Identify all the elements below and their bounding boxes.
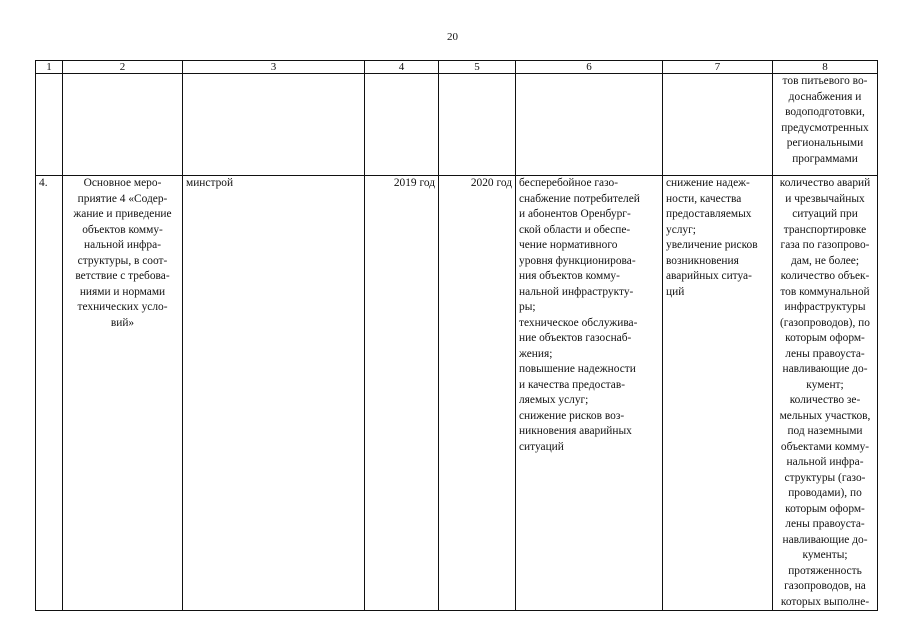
text-line: дам, не более; [790,254,860,267]
text-line: повышение надежности [519,363,636,375]
text-line: предоставляемых [666,208,752,220]
text-line: жения; [519,347,553,360]
text-line: возникновения [666,254,739,267]
text-line: ния объектов комму- [519,270,620,282]
text-line: аварийных ситуа- [666,270,752,282]
text-line: бесперебойное газо- [519,177,619,189]
text-line: под наземными [787,425,863,437]
text-line: техническое обслужива- [519,316,638,329]
text-line: количество аварий [779,177,871,189]
text-line: нальной инфраструкту- [519,285,634,298]
column-number: 8 [773,61,878,74]
text-line: тов коммунальной [780,285,870,298]
text-line: ветствие с требова- [75,270,170,282]
text-line: программами [792,152,858,165]
text-line: которых выполне- [780,595,870,608]
end-year-cell: 2020 год [439,176,516,611]
text-line: уровня функционирова- [519,254,636,267]
text-line: (газопроводов), по [780,316,870,329]
text-line: ляемых услуг; [519,394,589,406]
text-line: транспортировке [783,223,867,236]
text-line: объектов комму- [82,223,163,236]
text-line: ности, качества [666,192,742,205]
text-line: и качества предостав- [519,378,626,391]
expected-result-cell [516,176,663,611]
text-line: нальной инфра- [84,239,161,251]
text-line: которым оформ- [785,332,865,344]
text-line: нальной инфра- [786,456,864,468]
indicator-cell [773,74,878,176]
text-line: навливающие до- [782,363,868,375]
text-line: жание и приведение [73,208,172,220]
text-line: структуры, в соот- [77,254,168,267]
column-number: 4 [365,61,439,74]
table-cell [516,74,663,176]
text-line: проводами), по [788,487,862,499]
text-line: Основное меро- [83,177,162,189]
text-line: тов питьевого во- [782,75,868,87]
table-row [36,176,878,611]
text-line: ситуаций при [792,208,858,220]
text-line: ры; [519,301,536,313]
table-cell [663,74,773,176]
column-number: 1 [36,61,63,74]
text-line: газопроводов, на [784,580,866,592]
text-line: количество зе- [789,394,861,406]
column-number: 7 [663,61,773,74]
column-number: 3 [183,61,365,74]
start-year-cell: 2019 год [365,176,439,611]
text-line: снабжение потребителей [519,192,640,205]
page-number: 20 [447,31,458,43]
text-line: протяженность [788,564,862,577]
text-line: вий» [110,316,135,329]
text-line: и абонентов Оренбург- [519,208,631,220]
text-line: лены правоуста- [785,518,865,530]
text-line: ской области и обеспе- [519,223,631,236]
text-line: снижение рисков воз- [519,409,625,422]
table-row [36,74,878,176]
text-line: и чрезвычайных [785,192,865,205]
table-cell [365,74,439,176]
text-line: технических усло- [77,301,168,313]
text-line: услуг; [666,223,696,236]
table-cell [63,74,183,176]
indicator-cell [773,176,878,611]
text-line: чение нормативного [519,239,618,251]
text-line: региональными [786,137,864,149]
row-number: 4. [36,176,63,611]
text-line: водоподготовки, [785,106,865,118]
column-number: 6 [516,61,663,74]
column-number: 5 [439,61,516,74]
text-line: увеличение рисков [666,239,758,251]
text-line: кумент; [806,378,844,391]
text-line: ций [666,285,685,298]
column-number-row [36,61,878,74]
text-line: объектами комму- [780,440,870,453]
text-line: кументы; [802,549,848,561]
executor-cell: минстрой [183,176,365,611]
text-line: газа по газопрово- [780,239,870,251]
consequences-cell [663,176,773,611]
text-line: предусмотренных [781,121,869,134]
text-line: снижение надеж- [666,177,750,189]
text-line: ситуаций [519,440,564,453]
text-line: приятие 4 «Содер- [77,192,168,205]
text-line: мельных участков, [779,409,871,422]
table-cell [36,74,63,176]
column-number: 2 [63,61,183,74]
text-line: ниями и нормами [79,285,166,298]
text-line: лены правоуста- [785,347,865,360]
activity-cell [63,176,183,611]
text-line: доснабжения и [788,90,862,103]
text-line: навливающие до- [782,533,868,546]
text-line: которым оформ- [785,502,865,515]
text-line: никновения аварийных [519,425,632,437]
text-line: структуры (газо- [784,471,866,484]
text-line: инфраструктуры [784,301,866,313]
program-table [35,60,878,611]
text-line: количество объек- [780,270,870,282]
text-line: ние объектов газоснаб- [519,332,632,344]
table-cell [183,74,365,176]
table-cell [439,74,516,176]
